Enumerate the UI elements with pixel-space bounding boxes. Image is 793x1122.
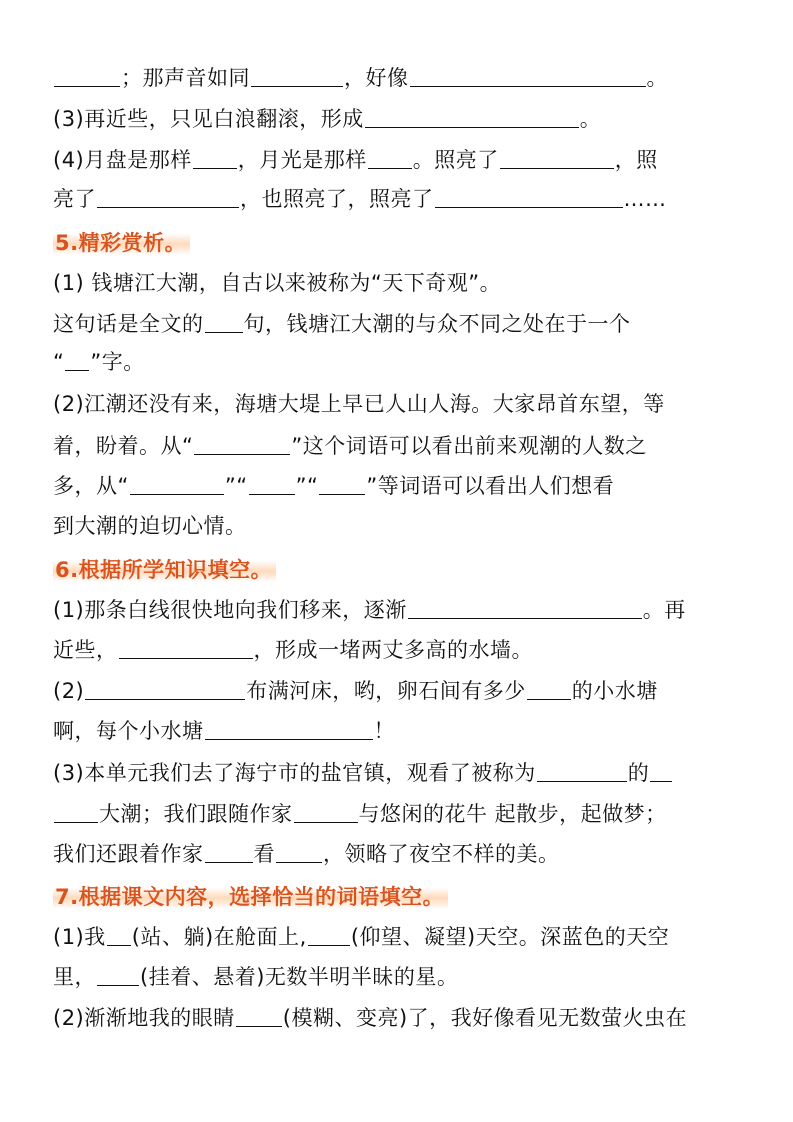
q6-item2-line1: (2) 布满河床，哟，卵石间有多少 的小水塘 [53, 679, 658, 703]
answer-blank[interactable] [294, 800, 358, 823]
answer-blank[interactable] [319, 472, 365, 495]
q4-item4-line2: 亮了 ，也照亮了，照亮了 …… [53, 187, 667, 211]
answer-blank[interactable] [54, 64, 120, 87]
answer-blank[interactable] [251, 64, 343, 87]
q5-heading: 5.精彩赏析。 [53, 228, 743, 258]
answer-blank[interactable] [205, 717, 373, 740]
q6-item3-line1: (3)本单元我们去了海宁市的盐官镇，观看了被称为 的 [53, 758, 743, 788]
q7-item1-line1: (1)我 (站、躺)在舱面上, (仰望、凝望)天空。深蓝色的天空 [53, 925, 670, 949]
answer-blank[interactable] [650, 759, 672, 782]
answer-blank[interactable] [65, 348, 89, 371]
answer-blank[interactable] [308, 923, 350, 946]
q6-item3-line2: 大潮；我们跟随作家 与悠闲的花牛 起散步，起做梦； [53, 799, 743, 829]
answer-blank[interactable] [236, 1004, 282, 1027]
answer-blank[interactable] [410, 64, 646, 87]
q7-item1-line2: 里， (挂着、悬着)无数半明半昧的星。 [53, 965, 459, 989]
answer-blank[interactable] [119, 636, 253, 659]
answer-blank[interactable] [54, 800, 98, 823]
answer-blank[interactable] [435, 185, 623, 208]
q5-item1-line3: “ ”字。 [53, 350, 145, 374]
answer-blank[interactable] [365, 105, 579, 128]
answer-blank[interactable] [97, 963, 139, 986]
answer-blank[interactable] [249, 472, 295, 495]
q5-item1-line2: 这句话是全文的 句，钱塘江大潮的与众不同之处在于一个 [53, 312, 631, 336]
answer-blank[interactable] [408, 596, 642, 619]
q5-item2-line4: 到大潮的迫切心情。 [53, 514, 247, 538]
answer-blank[interactable] [368, 146, 412, 169]
q7-item2-line1: (2)渐渐地我的眼睛 (模糊、变亮)了，我好像看见无数萤火虫在 [53, 1006, 688, 1030]
q5-item2-line1: (2)江潮还没有来，海塘大堤上早已人山人海。大家昂首东望，等 [53, 392, 665, 416]
q5-item2-line2: 着，盼着。从“ ”这个词语可以看出前来观潮的人数之 [53, 434, 647, 458]
answer-blank[interactable] [194, 432, 290, 455]
answer-blank[interactable] [276, 840, 322, 863]
q7-heading: 7.根据课文内容，选择恰当的词语填空。 [53, 882, 743, 912]
q6-heading: 6.根据所学知识填空。 [53, 555, 743, 585]
answer-blank[interactable] [107, 923, 131, 946]
q4-item3: (3)再近些，只见白浪翻滚，形成 。 [53, 107, 602, 131]
answer-blank[interactable] [500, 146, 614, 169]
answer-blank[interactable] [527, 677, 571, 700]
q5-item1-quote: (1) 钱塘江大潮，自古以来被称为“天下奇观”。 [53, 271, 502, 295]
q6-item3-line3: 我们还跟着作家 看 ，领略了夜空不样的美。 [53, 842, 560, 866]
q6-item2-line2: 啊，每个小水塘 ！ [53, 719, 395, 743]
answer-blank[interactable] [85, 677, 245, 700]
q6-item1-line1: (1)那条白线很快地向我们移来，逐渐 。再 [53, 598, 686, 622]
answer-blank[interactable] [205, 310, 243, 333]
q5-item2-line3: 多，从“ ”“ ”“ ”等词语可以看出人们想看 [53, 474, 615, 498]
answer-blank[interactable] [130, 472, 224, 495]
q4-item4-line1: (4)月盘是那样 ，月光是那样 。照亮了 ，照 [53, 148, 658, 172]
answer-blank[interactable] [205, 840, 253, 863]
q4-line-a: ；那声音如同 ，好像 。 [53, 63, 743, 93]
q6-item1-line2: 近些， ，形成一堵两丈多高的水墙。 [53, 638, 533, 662]
answer-blank[interactable] [193, 146, 237, 169]
answer-blank[interactable] [97, 185, 239, 208]
answer-blank[interactable] [537, 759, 627, 782]
